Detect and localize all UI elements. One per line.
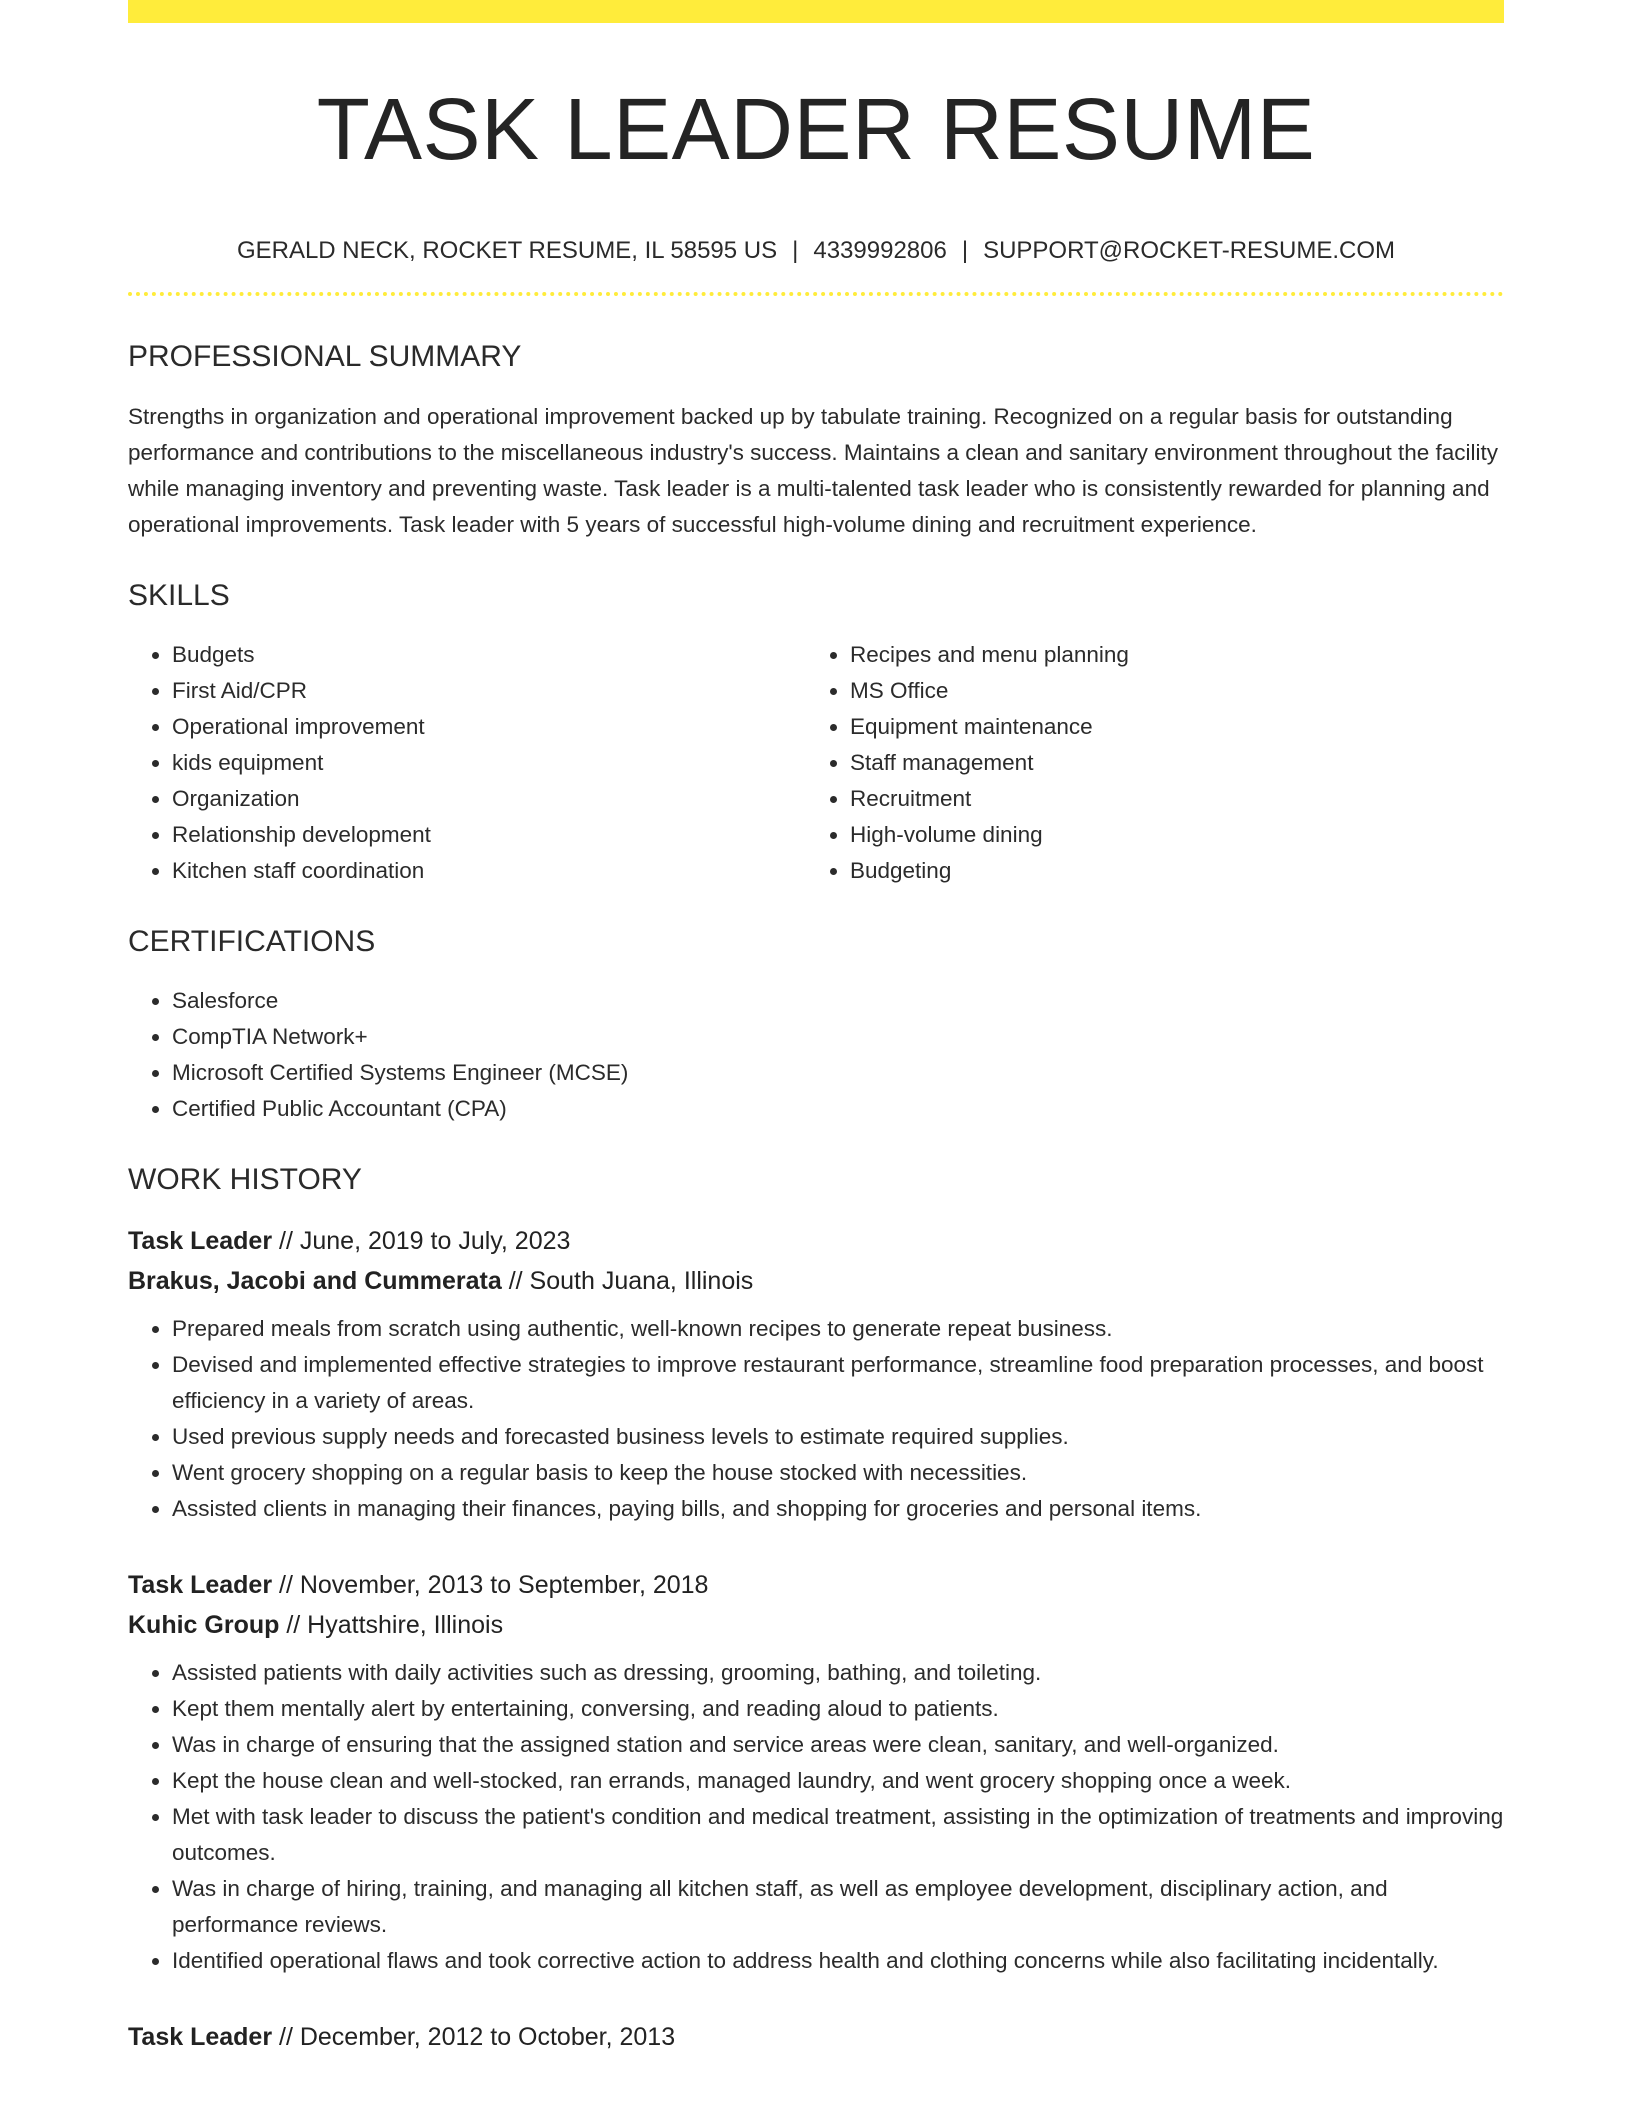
dotted-divider (128, 292, 1504, 296)
summary-heading: PROFESSIONAL SUMMARY (128, 340, 522, 373)
job-duty: • Met with task leader to discuss the patient's condition and medical treatment, assisting in the optimization of treatments and improving outcomes. (172, 1799, 1504, 1871)
job-duty: • Went grocery shopping on a regular basis to keep the house stocked with necessities. (172, 1455, 1504, 1491)
certifications-list (128, 983, 1504, 1127)
job-company-line (128, 1605, 1504, 1645)
job-entry (128, 1565, 1504, 1979)
job-entry (128, 2017, 1504, 2057)
job-title: Task Leader (128, 1227, 273, 1255)
skill-item: • Equipment maintenance (850, 709, 1484, 745)
contact-separator: | (792, 237, 799, 264)
job-duty: • Used previous supply needs and forecasted business levels to estimate required supplies. (172, 1419, 1504, 1455)
skills-section (128, 581, 1504, 889)
summary-section (128, 342, 1504, 543)
job-duty: • Kept them mentally alert by entertaining, conversing, and reading aloud to patients. (172, 1691, 1504, 1727)
job-company-line (128, 1261, 1504, 1301)
contact-phone: 4339992806 (813, 237, 947, 264)
certification-item: • Salesforce (172, 983, 1504, 1019)
job-title: Task Leader (128, 2023, 273, 2051)
job-duties-list (128, 1311, 1504, 1527)
contact-email: SUPPORT@ROCKET-RESUME.COM (983, 237, 1396, 264)
job-company: Kuhic Group (128, 1611, 280, 1639)
job-title-line (128, 1565, 1504, 1605)
job-company: Brakus, Jacobi and Cummerata (128, 1267, 502, 1295)
resume-title: TASK LEADER RESUME (316, 81, 1316, 178)
job-duties-list (128, 1655, 1504, 1979)
job-duty: • Prepared meals from scratch using authentic, well-known recipes to generate repeat business. (172, 1311, 1504, 1347)
accent-top-bar (128, 0, 1504, 23)
contact-address: GERALD NECK, ROCKET RESUME, IL 58595 US (236, 237, 778, 264)
skills-grid (128, 637, 1504, 889)
job-entry (128, 1221, 1504, 1527)
job-duty: • Assisted clients in managing their finances, paying bills, and shopping for groceries and personal items. (172, 1491, 1504, 1527)
certification-item: • Microsoft Certified Systems Engineer (MCSE) (172, 1055, 1504, 1091)
certification-item: • Certified Public Accountant (CPA) (172, 1091, 1504, 1127)
skill-item: • MS Office (850, 673, 1484, 709)
summary-text: Strengths in organization and operational improvement backed up by tabulate training. Recognized on a regular basis for outstanding performance and contributions to the miscellaneous industry's success. Maintains a clean and sanitary environment throughout the facility while managing inventory and preventing waste. Task leader is a multi-talented task leader who is consistently rewarded for planning and operational improvements. Task leader with 5 years of successful high-volume dining and recruitment experience. (128, 404, 1499, 537)
resume-page (128, 0, 1504, 2057)
skill-item: • Budgeting (850, 853, 1484, 889)
skill-item: • Budgets (172, 637, 806, 673)
job-duty: • Was in charge of hiring, training, and managing all kitchen staff, as well as employee development, disciplinary action, and performance reviews. (172, 1871, 1504, 1943)
skill-item: • Kitchen staff coordination (172, 853, 806, 889)
job-duty: • Identified operational flaws and took corrective action to address health and clothing concerns while also facilitating incidentally. (172, 1943, 1504, 1979)
job-title-line (128, 2017, 1504, 2057)
job-title: Task Leader (128, 1571, 273, 1599)
contact-line (128, 239, 1504, 263)
skills-heading: SKILLS (128, 579, 230, 612)
work-history-heading: WORK HISTORY (128, 1163, 362, 1196)
job-duty: • Devised and implemented effective strategies to improve restaurant performance, streamline food preparation processes, and boost efficiency in a variety of areas. (172, 1347, 1504, 1419)
skill-item: • Recruitment (850, 781, 1484, 817)
skill-item: • Relationship development (172, 817, 806, 853)
certifications-section (128, 927, 1504, 1127)
job-dates: // November, 2013 to September, 2018 (279, 1571, 709, 1599)
skill-item: • Operational improvement (172, 709, 806, 745)
job-title-line (128, 1221, 1504, 1261)
skill-item: • High-volume dining (850, 817, 1484, 853)
job-duty: • Was in charge of ensuring that the assigned station and service areas were clean, sanitary, and well-organized. (172, 1727, 1504, 1763)
job-duty: • Kept the house clean and well-stocked, ran errands, managed laundry, and went grocery shopping once a week. (172, 1763, 1504, 1799)
skills-list-left (128, 637, 806, 889)
skill-item: • First Aid/CPR (172, 673, 806, 709)
job-dates: // June, 2019 to July, 2023 (279, 1227, 571, 1255)
skill-item: • Staff management (850, 745, 1484, 781)
job-location: // Hyattshire, Illinois (286, 1611, 504, 1639)
job-location: // South Juana, Illinois (508, 1267, 754, 1295)
skill-item: • Recipes and menu planning (850, 637, 1484, 673)
certifications-heading: CERTIFICATIONS (128, 925, 376, 958)
skills-list-right (806, 637, 1484, 889)
job-duty: • Assisted patients with daily activities such as dressing, grooming, bathing, and toileting. (172, 1655, 1504, 1691)
skill-item: • kids equipment (172, 745, 806, 781)
skill-item: • Organization (172, 781, 806, 817)
job-dates: // December, 2012 to October, 2013 (279, 2023, 676, 2051)
certification-item: • CompTIA Network+ (172, 1019, 1504, 1055)
work-history-section (128, 1165, 1504, 2057)
contact-separator: | (961, 237, 969, 264)
